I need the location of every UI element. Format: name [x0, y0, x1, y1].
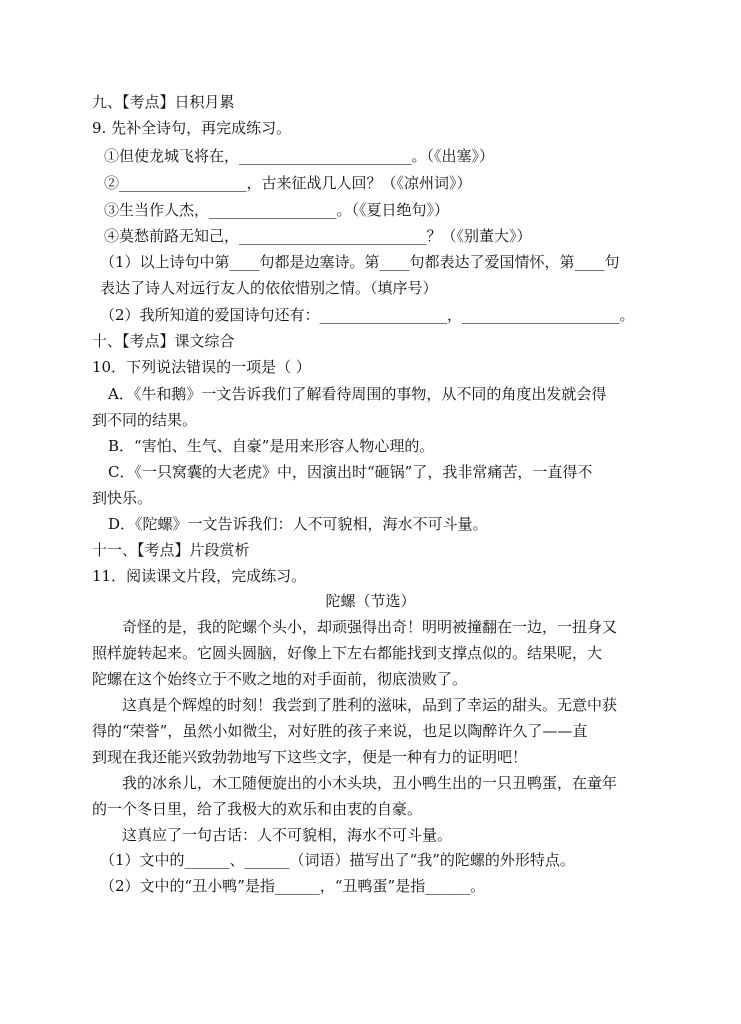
excerpt-paragraph-4: 这真应了一句古话：人不可貌相，海水不可斗量。 — [122, 826, 453, 844]
poem-line-2: ②_________________，古来征战几人回？（《凉州词》） — [104, 174, 472, 192]
section-heading-10: 十、【考点】课文综合 — [92, 332, 235, 350]
question-10-option-a: A．《牛和鹅》一文告诉我们了解看待周围的事物，从不同的角度出发就会得 — [108, 385, 607, 403]
excerpt-paragraph-3-line-1: 我的冰糸儿，木工随便旋出的小木头块，丑小鸭生出的一只丑鸭蛋，在童年 — [122, 774, 618, 792]
question-9-subitem-2: （2）我所知道的爱国诗句还有：_________________，_____________________。 — [100, 306, 635, 324]
excerpt-paragraph-1-line-2: 照样旋转起来。它圆头圆脑，好像上下左右都能找到支撑点似的。结果呢，大 — [92, 644, 603, 662]
excerpt-paragraph-2-line-1: 这真是个辉煌的时刻！我尝到了胜利的滋味，品到了幸运的甜头。无意中获 — [122, 696, 618, 714]
excerpt-paragraph-2-line-2: 得的“荣誉”，虽然小如微尘，对好胜的孩子来说，也足以陶醉许久了——直 — [92, 722, 588, 740]
section-heading-11: 十一、【考点】片段赏析 — [92, 541, 250, 559]
question-10-option-c: C．《一只窝囊的大老虎》中，因演出时“砸锅”了，我非常痛苦，一直得不 — [108, 463, 593, 481]
excerpt-title: 陀螺（节选） — [325, 592, 416, 610]
question-9-subitem-1-continuation: 表达了诗人对远行友人的依依惜别之情。（填序号） — [100, 279, 438, 297]
question-11-subitem-1: （1）文中的______、______（词语）描写出了“我”的陀螺的外形特点。 — [100, 851, 575, 869]
question-11-subitem-2: （2）文中的“丑小鸭”是指______，“丑鸭蛋”是指______。 — [100, 877, 486, 895]
question-10-option-c-continuation: 到快乐。 — [92, 489, 153, 507]
excerpt-paragraph-3-line-2: 的一个冬日里，给了我极大的欢乐和由衷的自豪。 — [92, 800, 423, 818]
question-10-prompt: 10．下列说法错误的一项是（ ） — [92, 358, 311, 376]
poem-line-4: ④莫愁前路无知己，_________________________？（《别董大》） — [104, 227, 532, 245]
question-10-option-d: D．《陀螺》一文告诉我们：人不可貌相，海水不可斗量。 — [108, 515, 488, 533]
question-10-option-b: B．“害怕、生气、自豪”是用来形容人物心理的。 — [108, 437, 435, 455]
question-9-prompt: 9. 先补全诗句，再完成练习。 — [92, 119, 292, 137]
section-heading-9: 九、【考点】日积月累 — [92, 93, 235, 111]
excerpt-paragraph-2-line-3: 到现在我还能兴致勃勃地写下这些文字，便是一种有力的证明吧！ — [92, 748, 528, 766]
excerpt-paragraph-1-line-1: 奇怪的是，我的陀螺个头小，却顽强得出奇！明明被撞翻在一边，一扭身又 — [122, 618, 618, 636]
poem-line-1: ①但使龙城飞将在，_______________________。（《出塞》） — [104, 147, 495, 165]
question-10-option-a-continuation: 到不同的结果。 — [92, 411, 198, 429]
question-11-prompt: 11．阅读课文片段，完成练习。 — [92, 567, 307, 585]
poem-line-3: ③生当作人杰，_________________。（《夏日绝句》） — [104, 201, 450, 219]
question-9-subitem-1: （1）以上诗句中第____句都是边塞诗。第____句都表达了爱国情怀，第____句 — [100, 253, 620, 271]
excerpt-paragraph-1-line-3: 陀螺在这个始终立于不败之地的对手面前，彻底溃败了。 — [92, 670, 468, 688]
